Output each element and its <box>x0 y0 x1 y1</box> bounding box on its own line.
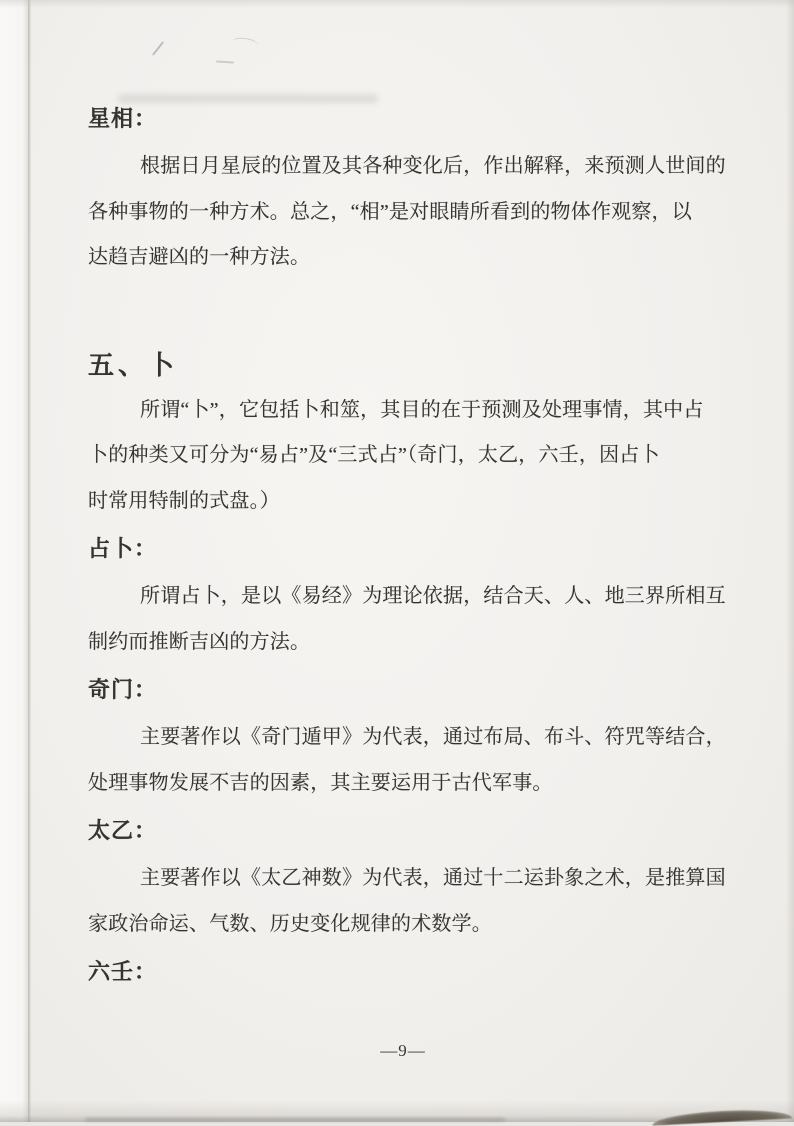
section-2 <box>88 346 738 525</box>
text-line: 制约而推断吉凶的方法。 <box>88 630 311 653</box>
text-line: 达趋吉避凶的一种方法。 <box>88 246 311 268</box>
section-heading: 占卜： <box>88 536 158 561</box>
section-heading: 星相： <box>88 106 158 131</box>
section-heading-major: 五、卜 <box>88 350 179 380</box>
pencil-mark-artifact <box>216 60 234 63</box>
section-1 <box>88 102 738 281</box>
page-crease-line <box>28 0 31 1122</box>
pencil-mark-artifact <box>231 36 258 51</box>
text-line: 所谓“卜”，它包括卜和筮，其目的在于预测及处理事情，其中占 <box>140 398 704 421</box>
section-heading: 太乙： <box>88 818 158 843</box>
pencil-mark-artifact <box>152 41 164 56</box>
text-line: 根据日月星辰的位置及其各种变化后，作出解释，来预测人世间的 <box>140 155 726 177</box>
page-content <box>88 102 738 997</box>
text-line: 家政治命运、气数、历史变化规律的术数学。 <box>88 912 492 935</box>
scan-edge-left <box>0 0 28 1122</box>
section-5 <box>88 814 738 947</box>
page-number: —9— <box>380 1041 426 1060</box>
text-line: 主要著作以《奇门遁甲》为代表，通过布局、布斗、符咒等结合， <box>140 726 726 748</box>
scan-edge-top <box>0 0 794 8</box>
text-line: 主要著作以《太乙神数》为代表，通过十二运卦象之术，是推算国 <box>140 867 726 889</box>
section-6 <box>88 955 738 989</box>
scan-shadow-line <box>85 1118 505 1121</box>
scan-edge-right <box>786 0 794 1122</box>
section-3 <box>88 532 738 665</box>
section-4 <box>88 673 738 806</box>
text-line: 时常用特制的式盘。） <box>88 489 280 512</box>
section-heading: 六壬： <box>88 959 158 984</box>
text-line: 处理事物发展不吉的因素，其主要运用于古代军事。 <box>88 771 553 794</box>
section-heading: 奇门： <box>88 677 158 702</box>
text-line: 各种事物的一种方术。总之，“相”是对眼睛所看到的物体作观察，以 <box>88 200 692 223</box>
text-line: 所谓占卜，是以《易经》为理论依据，结合天、人、地三界所相互 <box>140 585 726 607</box>
text-line: 卜的种类又可分为“易占”及“三式占”（奇门，太乙，六壬，因占卜 <box>88 444 660 466</box>
